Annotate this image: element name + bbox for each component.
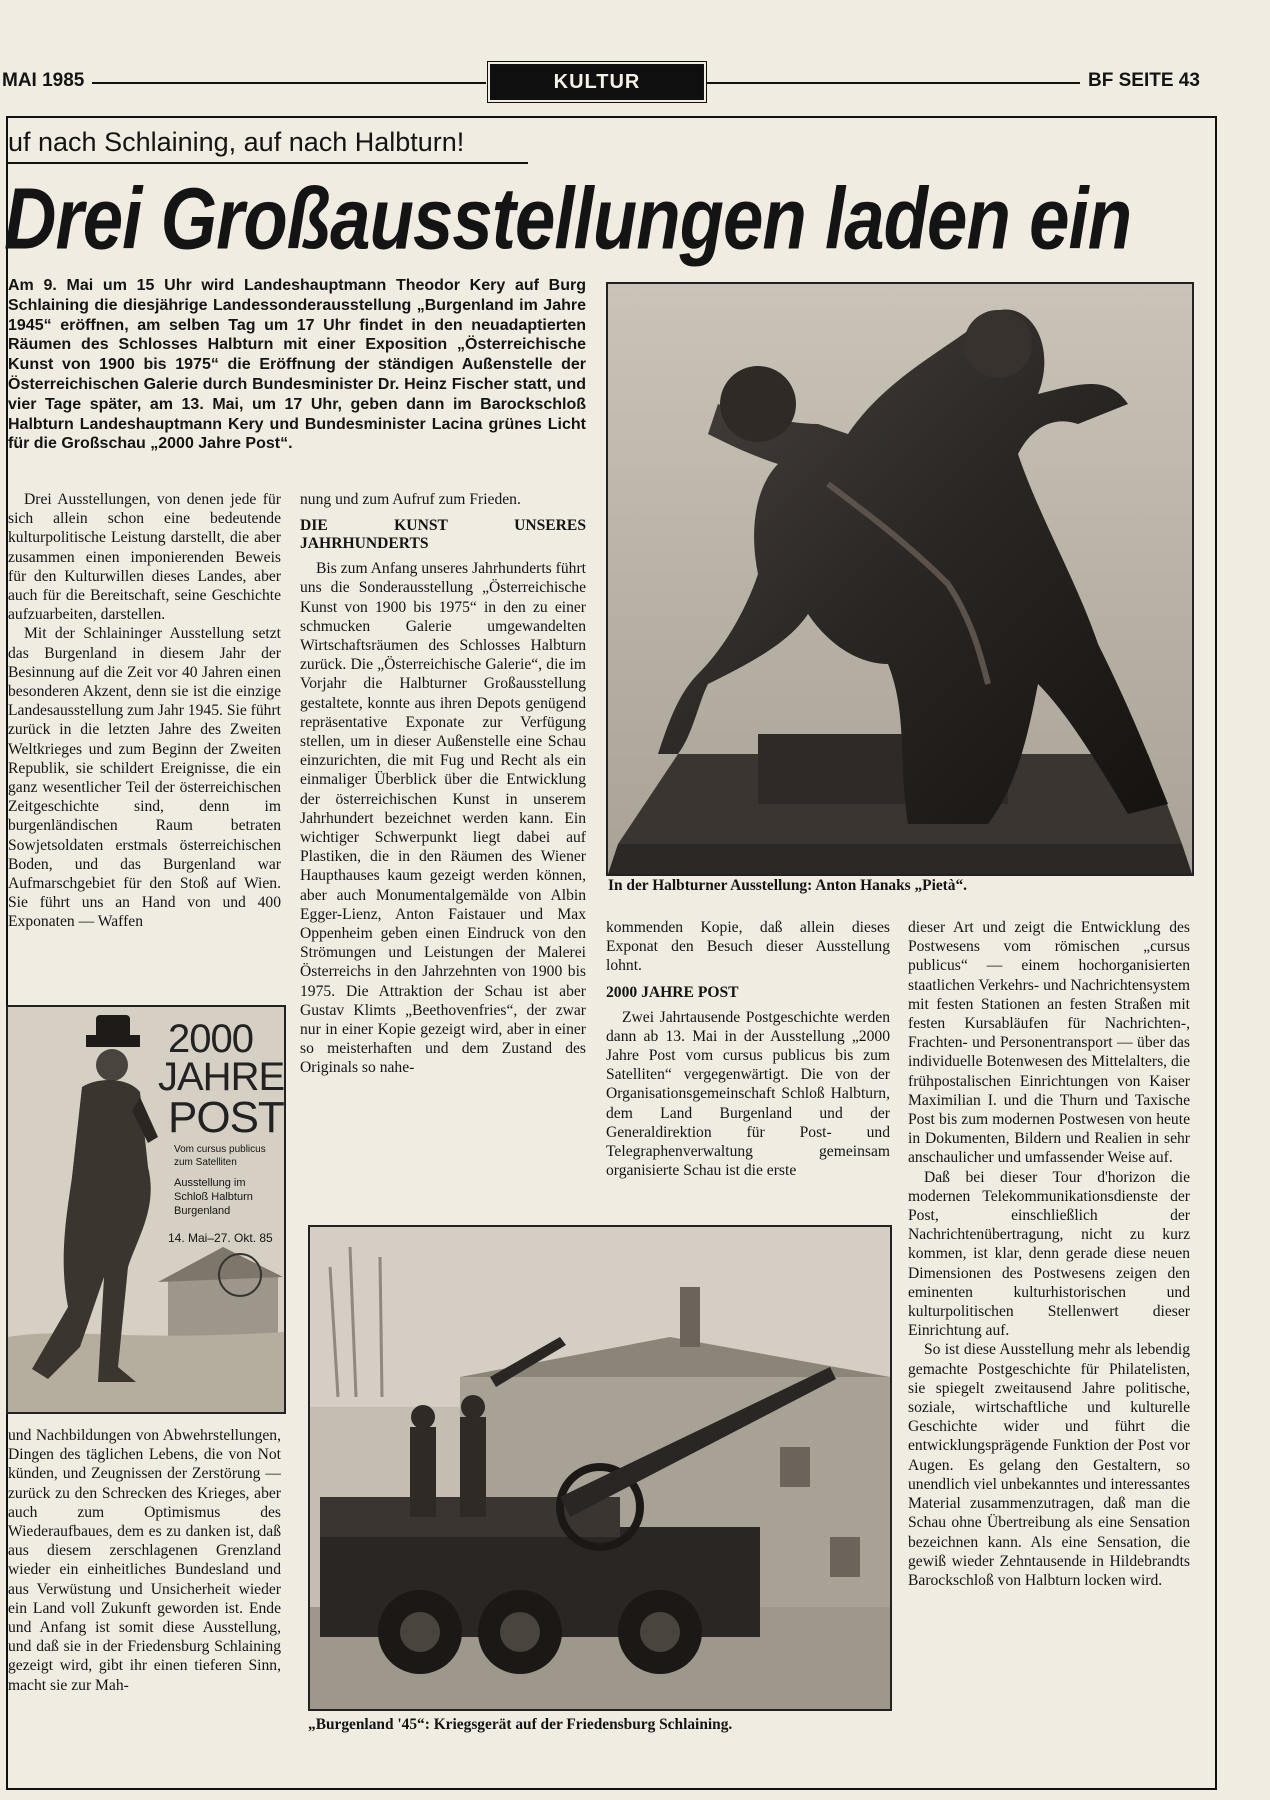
poster-title-2000: 2000	[168, 1017, 253, 1061]
col4-paragraph-1: dieser Art und zeigt die Entwicklung des Postwesens vom römischen „cursus publicus“ — einem hochorganisierten staatlichen Verkehrs- und Nachrichtensystem mit festen Stationen an festen Straßen mit festen Kursabläufen für Nachrichten-, Frachten- und Personentransport — über das individuelle Botenwesen des Mittelalters, die frühpostalischen Einrichtungen von Kaiser Maximilian I. und die Thurn und Taxische Post bis zum modernen Postwesen von heute in Dokumenten, Bildern und Realien in sehr anschaulicher und umfassender Weise auf.	[908, 919, 1190, 1167]
kicker-underline	[8, 162, 528, 164]
header-rule-right	[706, 82, 1080, 84]
col2-paragraph-2: Bis zum Anfang unseres Jahrhunderts führt uns die Sonderausstellung „Österreichische Kunst von 1900 bis 1975“ in den zu einer schmucken Galerie umgewandelten Wirtschaftsräumen des Schlosses Halbturn zurück. Die „Österreichische Galerie“, die im Vorjahr die Halbturner Großausstellung gestaltete, konnte aus ihren Depots genügend repräsentative Exponate zur Verfügung stellen, um in dieser Außenstelle eine Schau einzurichten, die mit Fug und Recht als ein einmaliger Überblick über die Entwicklung der österreichischen Kunst in unserem Jahrhundert bezeichnet werden kann. Ein wichtiger Schwerpunkt liegt dabei auf Plastiken, die in den Räumen des Wiener Haupthauses kaum gezeigt werden können, aber auch Monumentalgemälde von Albin Egger-Lienz, Anton Faistauer und Max Oppenheim geben einen Eindruck von den Strömungen und Leistungen der Malerei Österreichs in den Jahrzehnten von 1900 bis 1975. Die Attraktion der Schau ist aber Gustav Klimts „Beethovenfries“, der zwar nur in einer Kopie gezeigt wird, aber in einer so meisterhaften und dem Zustand des Originals so nahe-	[300, 560, 586, 1077]
col4-paragraph-3: So ist diese Ausstellung mehr als lebendig gemachte Postgeschichte für Philatelisten, sie spiegelt zweitausend Jahre politische, soziale, wirtschaftliche und kulturelle Geschichte wider und führt die entwicklungsprägende Funktion der Post vor Augen. Es gelang den Gestaltern, so unendlich viel unbekanntes und interessantes Material zusammenzutragen, daß man die Schau ohne Übertreibung als eine Sensation bezeichnen kann. Als eine Sensation, die gewiß wieder Zehntausende in Hildebrandts Barockschloß von Halbturn locken wird.	[908, 1341, 1190, 1589]
military-vehicle-caption: „Burgenland '45“: Kriegsgerät auf der Friedensburg Schlaining.	[308, 1716, 733, 1733]
col3-subheading: 2000 JAHRE POST	[606, 983, 739, 1001]
col2-paragraph-1: nung und zum Aufruf zum Frieden.	[300, 491, 521, 508]
military-vehicle-photo	[308, 1225, 892, 1711]
column-1	[8, 490, 281, 932]
col1-paragraph-2: Mit der Schlaininger Ausstellung setzt das Burgenland in diesem Jahr der Besinnung auf die Zeit vor 40 Jahren einen besonderen Akzent, denn sie ist die einzige Landesausstellung zum Jahr 1945. Sie führt zurück in die letzten Jahre des Zweiten Weltkrieges und zum Beginn der Zweiten Republik, sie schildert Ereignisse, die ein ganz wesentlicher Teil der österreichischen Zeitgeschichte sind, denn im burgenländischen Raum betraten Sowjetsoldaten erstmals österreichischen Boden, und das Burgenland war Aufmarschgebiet für den Stoß auf Wien. Sie führt uns an Hand von und 400 Exponaten — Waffen	[8, 625, 281, 931]
poster-subtitle-3: Ausstellung im	[174, 1177, 246, 1189]
col4-paragraph-2: Daß bei dieser Tour d'horizon die modernen Telekommunikationsdienste der Post, einschließlich der Nachrichtenübertragung, nicht zu kurz kommen, ist klar, denn gerade diese neuen Dimensionen des Postwesens zeigen den eminenten kulturhistorischen und kulturpolitischen Stellenwert dieser Einrichtung auf.	[908, 1168, 1190, 1340]
column-1-continued	[8, 1426, 281, 1695]
col1-paragraph-1: Drei Ausstellungen, von denen jede für sich allein schon eine bedeutende kulturpolitische Leistung darstellt, die aber zusammen einen imponierenden Beweis für den Kulturwillen dieses Landes, aber auch für die Bereitschaft, seine Geschichte aufzuarbeiten, darstellen.	[8, 491, 281, 624]
poster-title-post: POST	[168, 1093, 284, 1142]
poster-subtitle-1: Vom cursus publicus	[174, 1144, 266, 1155]
lead-paragraph: Am 9. Mai um 15 Uhr wird Landeshauptmann Theodor Kery auf Burg Schlaining die diesjährige Landessonderausstellung „Burgenland im Jahre 1945“ eröffnen, am selben Tag um 17 Uhr findet in den neuadaptierten Räumen des Schlosses Halbturn mit einer Exposition „Österreichische Kunst von 1900 bis 1975“ die Eröffnung der ständigen Außenstelle der Österreichischen Galerie durch Bundesminister Dr. Heinz Fischer statt, und vier Tage später, am 13. Mai, um 17 Uhr, geben dann im Barockschloß Halbturn Landeshauptmann Kery und Bundesminister Lacina grünes Licht für die Großschau „2000 Jahre Post“.	[8, 277, 586, 453]
truck-with-gun-image	[310, 1227, 890, 1709]
poster-subtitle-2: zum Satelliten	[174, 1157, 237, 1168]
post-poster	[6, 1005, 286, 1414]
poster-title-jahre: JAHRE	[158, 1055, 285, 1099]
poster-subtitle-5: Burgenland	[174, 1205, 231, 1217]
pieta-sculpture-image	[608, 284, 1192, 874]
section-badge: KULTUR	[490, 64, 704, 100]
poster-dates: 14. Mai–27. Okt. 85	[168, 1231, 273, 1245]
pieta-caption: In der Halbturner Ausstellung: Anton Hanaks „Pietà“.	[608, 877, 968, 894]
headline: Drei Großausstellungen laden ein	[4, 169, 1132, 268]
col2-subheading: DIE KUNST UNSERES JAHRHUNDERTS	[300, 517, 586, 553]
col1-paragraph-3: und Nachbildungen von Abwehrstellungen, Dingen des täglichen Lebens, die von Not künden, und Zeugnissen der Zerstörung — zurück zu den Schrecken des Krieges, aber auch zum Optimismus des Wiederaufbaues, dem es zu danken ist, daß aus diesem zerschlagenen Grenzland wieder ein einheitliches Bundesland und aus Verwüstung und Unsicherheit wieder ein Land voll Zukunft geworden ist. Ende und Anfang ist somit diese Ausstellung, und daß sie in der Friedensburg Schlaining gezeigt wird, gibt ihr einen tieferen Sinn, macht sie zur Mah-	[8, 1427, 281, 1694]
column-3	[606, 918, 890, 1180]
poster-subtitle-4: Schloß Halbturn	[174, 1191, 253, 1203]
col3-paragraph-1: kommenden Kopie, daß allein dieses Exponat den Besuch dieser Ausstellung lohnt.	[606, 919, 890, 975]
post-emblem-icon	[218, 1253, 262, 1297]
page-number: BF SEITE 43	[1088, 70, 1200, 91]
column-4	[908, 918, 1190, 1590]
issue-date: MAI 1985	[2, 70, 85, 91]
column-2	[300, 490, 586, 1078]
col3-paragraph-2: Zwei Jahrtausende Postgeschichte werden dann ab 13. Mai in der Ausstellung „2000 Jahre Post vom cursus publicus bis zum Satelliten“ vergegenwärtigt. Die von der Organisationsgemeinschaft Schloß Halbturn, dem Land Burgenland und der Generaldirektion für Post- und Telegraphenverwaltung gemeinsam organisierte Schau ist die erste	[606, 1008, 890, 1180]
pieta-photo	[606, 282, 1194, 876]
header-rule-left	[92, 82, 486, 84]
kicker: uf nach Schlaining, auf nach Halbturn!	[8, 127, 465, 157]
